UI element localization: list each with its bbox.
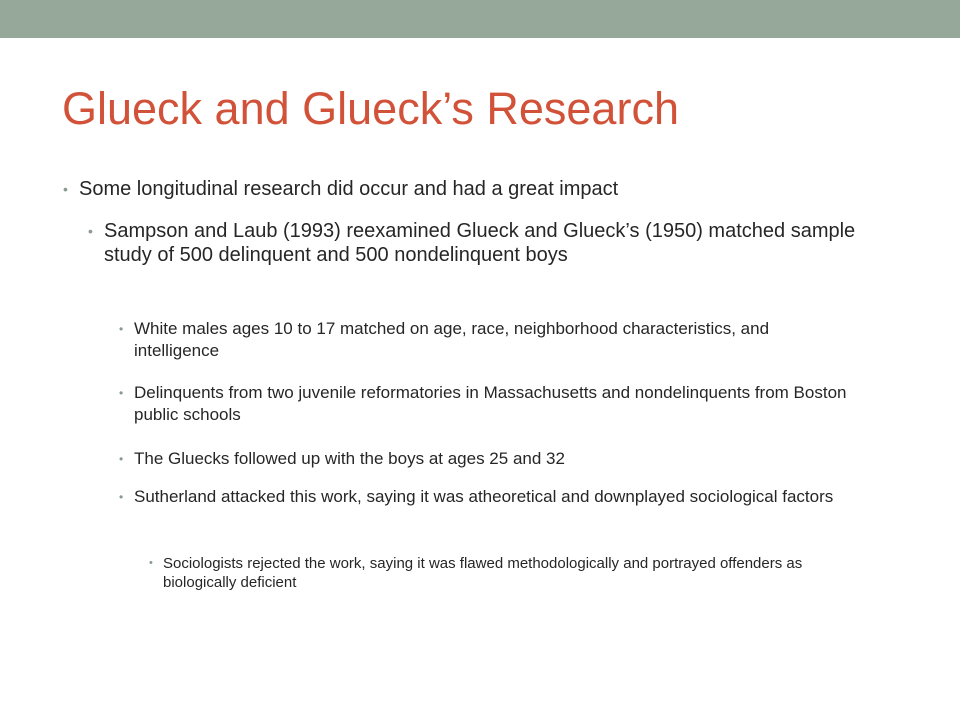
bullet-icon: • xyxy=(63,181,68,197)
slide-title: Glueck and Glueck’s Research xyxy=(62,83,679,134)
bullet-icon: • xyxy=(119,322,124,336)
bullet-item-level-3 xyxy=(119,318,854,362)
bullet-text: Sociologists rejected the work, saying it was flawed methodologically and portrayed offenders as biologically deficient xyxy=(163,555,803,591)
bullet-icon: • xyxy=(119,386,124,400)
bullet-icon: • xyxy=(119,452,124,466)
bullet-text: The Gluecks followed up with the boys at ages 25 and 32 xyxy=(134,449,565,468)
bullet-icon: • xyxy=(149,557,153,569)
bullet-icon: • xyxy=(119,490,124,504)
bullet-text: Delinquents from two juvenile reformatories in Massachusetts and nondelinquents from Boston public schools xyxy=(134,383,847,424)
bullet-text: White males ages 10 to 17 matched on age, race, neighborhood characteristics, and intelligence xyxy=(134,319,770,360)
bullet-item-level-2 xyxy=(88,219,864,267)
bullet-item-level-3 xyxy=(119,382,854,426)
top-accent-bar xyxy=(0,0,960,38)
bullet-item-level-1 xyxy=(63,177,899,201)
bullet-text: Some longitudinal research did occur and had a great impact xyxy=(79,178,619,200)
bullet-item-level-3 xyxy=(119,486,854,508)
bullet-text: Sutherland attacked this work, saying it was atheoretical and downplayed sociological factors xyxy=(134,487,834,506)
bullet-item-level-3 xyxy=(119,448,854,470)
bullet-icon: • xyxy=(88,223,93,239)
bullet-text: Sampson and Laub (1993) reexamined Glueck and Glueck’s (1950) matched sample study of 500 delinquent and 500 nondelinquent boys xyxy=(104,220,856,266)
bullet-item-level-4 xyxy=(149,554,863,592)
